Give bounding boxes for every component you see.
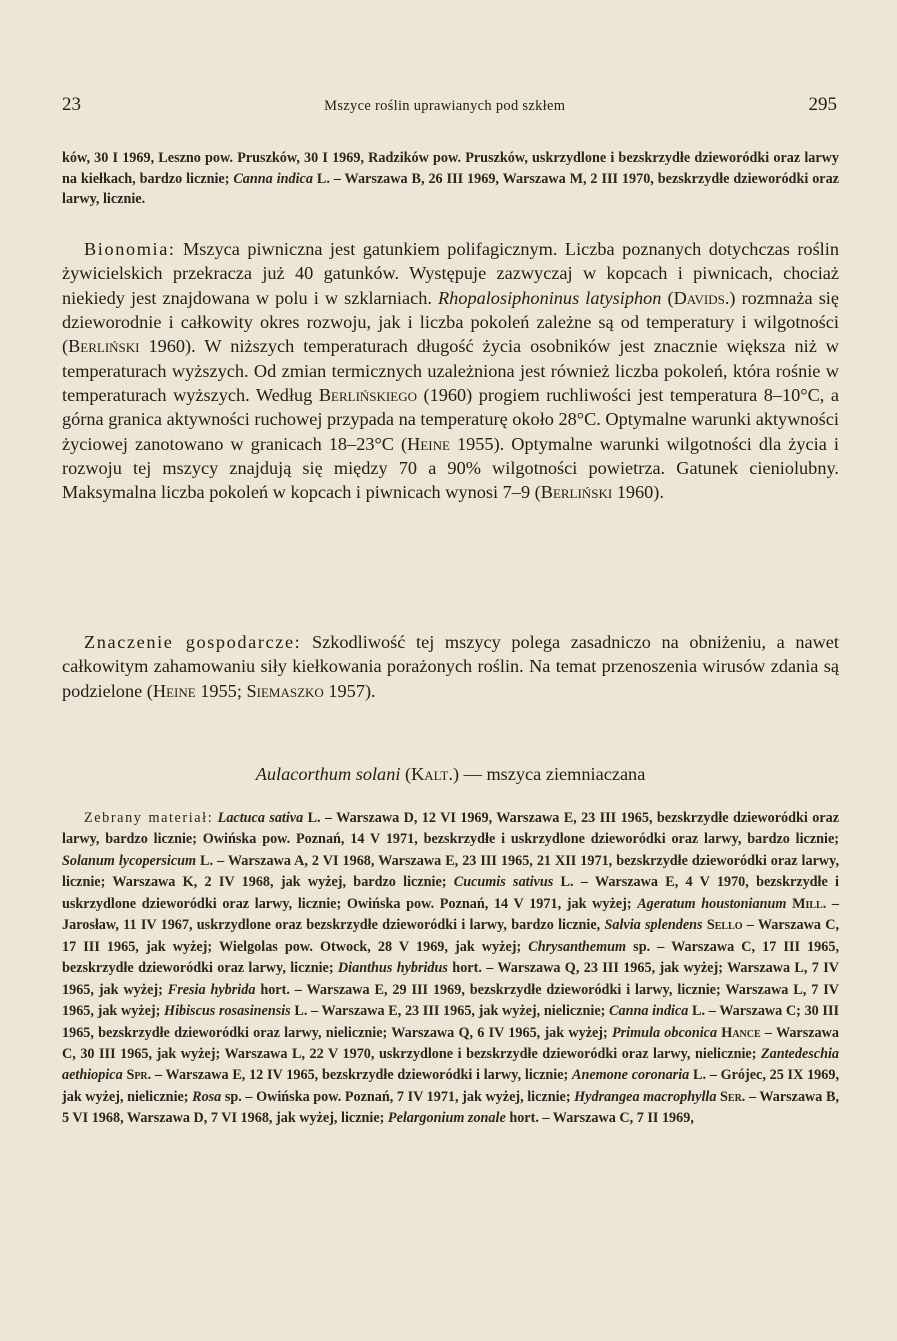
species-name: Rhopalosiphoninus latysiphon — [438, 287, 662, 308]
text-run: – Warszawa C, 30 III 1965, jak wyżej; Warszawa L, 22 V 1970, uskrzydlone i bezskrzydłe dzieworódki oraz larwy, nielicznie; — [62, 1024, 839, 1062]
text-run: – Warszawa E, 12 IV 1965, bezskrzydłe dzieworódki i larwy, licznie; — [151, 1067, 572, 1084]
author-name: Berliński — [540, 482, 613, 503]
author-name: Mill. — [792, 895, 827, 912]
species-name: Dianthus hybridus — [337, 960, 448, 977]
text-run: sp. – Warszawa C, 17 III 1965, bezskrzydłe dzieworódki oraz larwy, licznie; — [62, 938, 840, 977]
species-name: Fresia hybrida — [167, 981, 256, 998]
species-name: Aulacorthum solani — [255, 764, 401, 784]
text-run: .) rozmnaża się dzieworodnie i całkowity okres rozwoju, jak i liczba pokoleń zależne są od temperatury i wilgotności ( — [62, 287, 839, 357]
species-name: Hydrangea macrophylla — [574, 1088, 717, 1105]
left-page-number: 23 — [62, 94, 81, 115]
species-name: Salvia splendens — [604, 917, 703, 934]
species-name: Pelargonium zonale — [387, 1110, 506, 1127]
text-run: L. – Warszawa B, 26 III 1969, Warszawa M, 2 III 1970, bezskrzydłe dzieworódki oraz larwy, licznie. — [62, 170, 839, 207]
running-header — [62, 94, 837, 118]
species-name: Ageratum houstonianum — [637, 895, 787, 912]
species-name: Hibiscus rosasinensis — [164, 1003, 291, 1020]
species-name: Solanum lycopersicum — [62, 852, 197, 869]
species-name: Cucumis sativus — [453, 874, 554, 891]
text-run: 1955; — [195, 680, 247, 701]
author-name: Hance — [721, 1024, 761, 1041]
text-run: – Jarosław, 11 IV 1967, uskrzydlone oraz bezskrzydłe dzieworódki i larwy, bardzo licznie, — [62, 895, 840, 934]
species-name: Lactuca sativa — [217, 810, 304, 826]
text-run: 1960). — [612, 482, 664, 503]
species-name: Anemone coronaria — [571, 1067, 690, 1084]
species-heading — [62, 764, 839, 785]
text-run: 1955). Optymalne warunki wilgotności dla życia i rozwoju tej mszycy znajdują się między 70 a 90% wilgotności powietrza. Gatunek cieniolubny. Maksymalna liczba pokoleń w kopcach i piwnicach wynosi 7–9 ( — [62, 433, 839, 503]
species-name: Chrysanthemum — [528, 938, 627, 955]
text-run: L. – Warszawa D, 12 VI 1969, Warszawa E, 23 III 1965, bezskrzydłe dzieworódki oraz larwy, bardzo licznie; Owińska pow. Poznań, 14 V 1971, bezskrzydłe i uskrzydlone dzieworódki oraz larwy, bardzo licznie; — [62, 810, 840, 848]
text-run: L. – Warszawa C; 30 III 1965, bezskrzydłe dzieworódki oraz larwy, nielicznie; Warszawa Q, 6 IV 1965, jak wyżej; — [62, 1003, 839, 1041]
author-name: Berliński — [68, 336, 140, 357]
text-run: hort. – Warszawa Q, 23 III 1965, jak wyżej; Warszawa L, 7 IV 1965, jak wyżej; — [62, 960, 839, 998]
text-run: ) — mszyca ziemniaczana — [452, 764, 646, 784]
text-run: – Warszawa B, 5 VI 1968, Warszawa D, 7 VI 1968, jak wyżej, licznie; — [62, 1088, 839, 1127]
text-run: L. – Warszawa E, 4 V 1970, bezskrzydłe i uskrzydlone dzieworódki oraz larwy, licznie; Owińska pow. Poznań, 14 V 1971, jak wyżej; — [62, 874, 839, 912]
author-name: Heine — [152, 680, 196, 701]
species-name: Canna indica — [233, 170, 313, 187]
section-label: Bionomia: — [84, 239, 176, 259]
author-name: Heine — [407, 433, 450, 454]
text-run: L. – Grójec, 25 IX 1969, jak wyżej, nielicznie; — [62, 1067, 839, 1105]
author-name: Kalt. — [411, 764, 453, 784]
species-name: Primula obconica — [611, 1024, 718, 1041]
species-name: Zantedeschia aethiopica — [62, 1045, 839, 1084]
zebrany-material-paragraph — [62, 808, 839, 1130]
intro-record-paragraph — [62, 148, 839, 210]
text-run: ( — [661, 287, 674, 308]
section-label: Znaczenie gospodarcze: — [84, 632, 302, 652]
text-run: 1960). W niższych temperaturach długość życia osobników jest znacznie większa niż w temperaturach wyższych. Od zmian termicznych uzależniona jest również liczba pokoleń, która rośnie w temperaturach wyższych. Według — [62, 336, 839, 406]
author-name: Ser. — [720, 1088, 746, 1105]
text-run: L. – Warszawa E, 23 III 1965, jak wyżej, nielicznie; — [290, 1003, 610, 1020]
species-name: Rosa — [192, 1088, 222, 1105]
author-name: Berlińskiego — [318, 385, 417, 406]
running-title: Mszyce roślin uprawianych pod szkłem — [324, 98, 566, 114]
text-run: L. – Warszawa A, 2 VI 1968, Warszawa E, 23 III 1965, 21 XII 1971, bezskrzydłe dzieworódki oraz larwy, licznie; Warszawa K, 2 IV 1968, jak wyżej, bardzo licznie; — [62, 852, 839, 891]
text-run: – Warszawa C, 17 III 1965, jak wyżej; Wielgolas pow. Otwock, 28 V 1969, jak wyżej; — [62, 917, 839, 955]
right-page-number: 295 — [808, 94, 837, 115]
text-run: Mszyca piwniczna jest gatunkiem polifagicznym. Liczba poznanych dotychczas roślin żywicielskich przekracza już 40 gatunków. Występuje zazwyczaj w kopcach i piwnicach, chociaż niekiedy jest znajdowana w polu i w szklarniach. — [62, 239, 839, 308]
text-run: ków, 30 I 1969, Leszno pow. Pruszków, 30 I 1969, Radzików pow. Pruszków, uskrzydlone i bezskrzydłe dzieworódki oraz larwy na kiełkach, bardzo licznie; — [62, 150, 839, 187]
species-name: Canna indica — [609, 1003, 689, 1020]
text-run: ( — [400, 764, 412, 784]
znaczenie-paragraph — [62, 630, 839, 703]
text-run: (1960) progiem ruchliwości jest temperatura 8–10°C, a górna granica aktywności ruchowej przypada na temperaturę około 28°C. Optymalne warunki aktywności życiowej zanotowano w granicach 18–23°C ( — [62, 385, 840, 454]
bionomia-paragraph — [62, 237, 839, 505]
text-run: hort. – Warszawa C, 7 II 1969, — [505, 1110, 694, 1127]
section-label: Zebrany materiał: — [84, 810, 214, 826]
text-run: 1957). — [323, 680, 376, 701]
author-name: Siemaszko — [246, 680, 324, 701]
text-run: Szkodliwość tej mszycy polega zasadniczo na obniżeniu, a nawet całkowitym zahamowaniu siły kiełkowania porażonych roślin. Na temat przenoszenia wirusów zdania są podzielone ( — [62, 632, 839, 701]
text-run: sp. – Owińska pow. Poznań, 7 IV 1971, jak wyżej, licznie; — [221, 1088, 575, 1105]
author-name: Davids — [673, 287, 725, 308]
author-name: Spr. — [126, 1067, 152, 1084]
text-run: hort. – Warszawa E, 29 III 1969, bezskrzydłe dzieworódki i larwy, licznie; Warszawa L, 7 IV 1965, jak wyżej; — [62, 981, 839, 1020]
author-name: Sello — [706, 917, 743, 934]
